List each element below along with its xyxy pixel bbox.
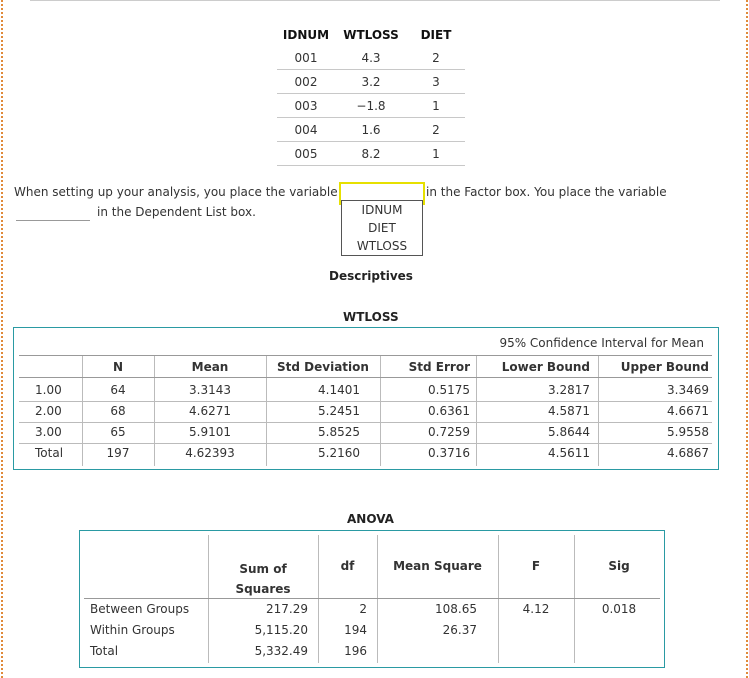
- cell-ss: 5,332.49: [254, 644, 308, 658]
- page-right-border: [746, 0, 748, 678]
- dependent-list-blank[interactable]: [16, 206, 90, 221]
- cell-n: 68: [110, 404, 126, 418]
- data-table-header-row: [277, 23, 465, 46]
- cell-n: 64: [110, 383, 126, 397]
- cell-ss: 217.29: [266, 602, 308, 616]
- row-label: 3.00: [35, 425, 62, 439]
- row-label: 2.00: [35, 404, 62, 418]
- anova-table: [79, 530, 665, 668]
- cell-sd: 5.2451: [318, 404, 360, 418]
- descriptives-variable: WTLOSS: [343, 310, 399, 324]
- cell-wtloss: −1.8: [335, 94, 407, 118]
- cell-ms: 26.37: [442, 623, 477, 637]
- cell-se: 0.5175: [428, 383, 470, 397]
- cell-idnum: 005: [277, 142, 335, 166]
- cell-mean: 4.6271: [189, 404, 231, 418]
- col-sum-of-squares-line2: Squares: [235, 582, 291, 596]
- cell-diet: 1: [407, 94, 465, 118]
- cell-ub: 5.9558: [667, 425, 709, 439]
- table-row: [277, 70, 465, 94]
- cell-mean: 4.62393: [185, 446, 235, 460]
- cell-idnum: 001: [277, 46, 335, 70]
- cell-diet: 2: [407, 118, 465, 142]
- col-sum-of-squares: [208, 559, 318, 599]
- cell-wtloss: 8.2: [335, 142, 407, 166]
- col-f: F: [531, 559, 541, 573]
- col-sig: Sig: [608, 559, 630, 573]
- question-text-part1: When setting up your analysis, you place the variable: [14, 185, 338, 199]
- cell-wtloss: 1.6: [335, 118, 407, 142]
- cell-lb: 3.2817: [548, 383, 590, 397]
- col-mean: Mean: [191, 360, 229, 374]
- row-label: Within Groups: [90, 623, 175, 637]
- cell-se: 0.7259: [428, 425, 470, 439]
- cell-n: 197: [106, 446, 130, 460]
- header-wtloss: WTLOSS: [343, 27, 399, 42]
- option-idnum[interactable]: IDNUM: [361, 203, 403, 217]
- cell-f: 4.12: [522, 602, 550, 616]
- row-label: Between Groups: [90, 602, 190, 616]
- row-label: Total: [35, 446, 64, 460]
- page-left-border: [1, 0, 3, 678]
- header-diet: DIET: [420, 27, 452, 42]
- col-n: N: [112, 360, 124, 374]
- cell-se: 0.3716: [428, 446, 470, 460]
- cell-lb: 4.5871: [548, 404, 590, 418]
- cell-idnum: 004: [277, 118, 335, 142]
- cell-sd: 5.2160: [318, 446, 360, 460]
- data-table: [277, 23, 465, 166]
- cell-ms: 108.65: [435, 602, 477, 616]
- col-df: df: [340, 559, 355, 573]
- col-std-error: Std Error: [408, 360, 470, 374]
- option-diet[interactable]: DIET: [368, 221, 396, 235]
- table-row: [277, 142, 465, 166]
- col-std-deviation: Std Deviation: [277, 360, 369, 374]
- cell-lb: 4.5611: [548, 446, 590, 460]
- cell-sig: 0.018: [601, 602, 637, 616]
- question-text-part3: in the Dependent List box.: [97, 205, 256, 219]
- cell-ub: 3.3469: [667, 383, 709, 397]
- cell-idnum: 003: [277, 94, 335, 118]
- col-upper-bound: Upper Bound: [620, 360, 709, 374]
- cell-idnum: 002: [277, 70, 335, 94]
- col-lower-bound: Lower Bound: [501, 360, 590, 374]
- descriptives-table: [13, 327, 719, 470]
- cell-mean: 5.9101: [189, 425, 231, 439]
- cell-se: 0.6361: [428, 404, 470, 418]
- cell-sd: 5.8525: [318, 425, 360, 439]
- cell-ss: 5,115.20: [254, 623, 308, 637]
- cell-diet: 1: [407, 142, 465, 166]
- cell-wtloss: 4.3: [335, 46, 407, 70]
- header-idnum: IDNUM: [282, 27, 330, 42]
- row-label: Total: [90, 644, 119, 658]
- variable-options-list[interactable]: [341, 200, 423, 256]
- col-sum-of-squares-line1: Sum of: [239, 562, 287, 576]
- col-mean-square: Mean Square: [393, 559, 482, 573]
- cell-df: 196: [344, 644, 367, 658]
- page-top-rule: [30, 0, 720, 1]
- cell-sd: 4.1401: [318, 383, 360, 397]
- ci-header: 95% Confidence Interval for Mean: [499, 336, 704, 350]
- cell-df: 2: [359, 602, 367, 616]
- table-row: [277, 46, 465, 70]
- cell-lb: 5.8644: [548, 425, 590, 439]
- cell-wtloss: 3.2: [335, 70, 407, 94]
- table-row: [277, 94, 465, 118]
- cell-df: 194: [344, 623, 367, 637]
- descriptives-title: Descriptives: [329, 269, 413, 283]
- table-row: [277, 118, 465, 142]
- cell-diet: 3: [407, 70, 465, 94]
- cell-ub: 4.6867: [667, 446, 709, 460]
- cell-diet: 2: [407, 46, 465, 70]
- cell-ub: 4.6671: [667, 404, 709, 418]
- question-text-part2: in the Factor box. You place the variable: [426, 185, 667, 199]
- row-label: 1.00: [35, 383, 62, 397]
- anova-title: ANOVA: [347, 512, 394, 526]
- option-wtloss[interactable]: WTLOSS: [356, 239, 408, 253]
- cell-n: 65: [110, 425, 126, 439]
- cell-mean: 3.3143: [189, 383, 231, 397]
